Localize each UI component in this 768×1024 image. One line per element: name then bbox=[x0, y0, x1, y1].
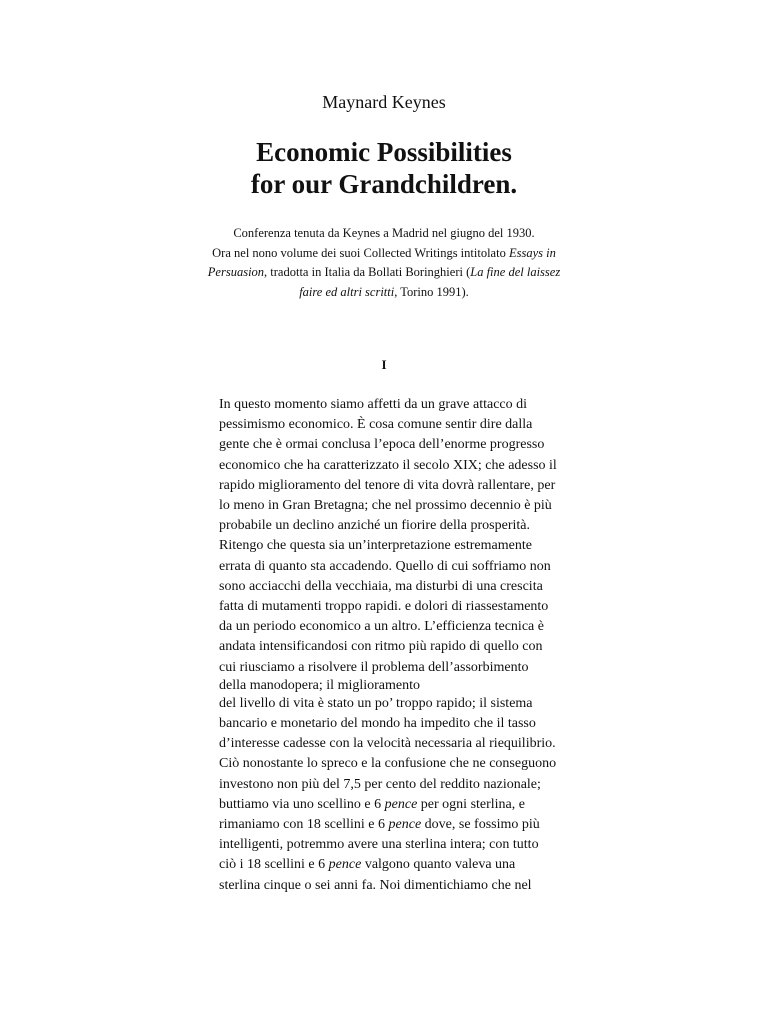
intro-line-4 bbox=[204, 283, 564, 303]
body-line: della manodopera; il miglioramento bbox=[219, 677, 420, 693]
body-text-run: rimaniamo con 18 scellini e 6 bbox=[219, 817, 389, 833]
intro-text: Ora nel nono volume dei suoi Collected Writings intitolato bbox=[212, 245, 509, 260]
body-text-run: valgono quanto valeva una bbox=[361, 857, 516, 873]
intro-note bbox=[204, 224, 564, 302]
intro-line-2 bbox=[204, 244, 564, 264]
body-line: Ritengo che questa sia un’interpretazione estremamente bbox=[219, 538, 532, 554]
intro-text: , tradotta in Italia da Bollati Boringhieri ( bbox=[264, 265, 471, 279]
body-text-run: dove, se fossimo più bbox=[421, 817, 540, 833]
body-line: lo meno in Gran Bretagna; che nel prossimo decennio è più bbox=[219, 498, 552, 514]
author-name: Maynard Keynes bbox=[322, 92, 446, 112]
body-italic-run: pence bbox=[388, 817, 422, 833]
intro-italic-text: faire ed altri scritti bbox=[299, 284, 395, 299]
body-paragraph bbox=[219, 395, 599, 896]
body-line: Ciò nonostante lo spreco e la confusione che ne conseguono bbox=[219, 756, 557, 772]
body-line: d’interesse cadesse con la velocità necessaria al riequilibrio. bbox=[219, 736, 556, 752]
body-text-run: per ogni sterlina, e bbox=[417, 796, 525, 812]
title-line-2: for our Grandchildren. bbox=[250, 169, 518, 199]
body-text-run: ciò i 18 scellini e 6 bbox=[219, 857, 329, 873]
body-line: pessimismo economico. È cosa comune sentir dire dalla bbox=[219, 417, 533, 433]
body-line bbox=[219, 815, 599, 835]
body-line: fatta di mutamenti troppo rapidi. e dolori di riassestamento bbox=[219, 599, 549, 615]
body-text-run: buttiamo via uno scellino e 6 bbox=[219, 796, 385, 812]
document-title bbox=[0, 136, 768, 200]
body-italic-run: pence bbox=[384, 796, 418, 812]
title-line-1: Economic Possibilities bbox=[256, 137, 512, 167]
body-line: probabile un declino anziché un fiorire della prosperità. bbox=[219, 518, 530, 534]
intro-italic-text: La fine del laissez bbox=[470, 265, 561, 279]
body-line: cui riusciamo a risolvere il problema dell’assorbimento bbox=[219, 659, 529, 675]
body-line: errata di quanto sta accadendo. Quello di cui soffriamo non bbox=[219, 558, 551, 574]
section-heading: I bbox=[381, 357, 387, 372]
body-line bbox=[219, 855, 599, 875]
intro-text: , Torino 1991). bbox=[394, 284, 469, 299]
body-line: sono acciacchi della vecchiaia, ma disturbi di una crescita bbox=[219, 578, 543, 594]
body-line: rapido miglioramento del tenore di vita dovrà rallentare, per bbox=[219, 477, 556, 493]
intro-italic-text: Persuasion bbox=[207, 265, 265, 279]
intro-italic-text: Essays in bbox=[508, 245, 556, 260]
body-line: sterlina cinque o sei anni fa. Noi dimentichiamo che nel bbox=[219, 877, 532, 893]
intro-line-3 bbox=[204, 263, 564, 283]
body-line: del livello di vita è stato un po’ troppo rapido; il sistema bbox=[219, 695, 533, 711]
body-italic-run: pence bbox=[328, 857, 362, 873]
body-line: intelligenti, potremmo avere una sterlina intera; con tutto bbox=[219, 837, 539, 853]
body-line: In questo momento siamo affetti da un grave attacco di bbox=[219, 397, 528, 412]
body-line: gente che è ormai conclusa l’epoca dell’enorme progresso bbox=[219, 437, 545, 453]
body-line bbox=[219, 795, 599, 815]
body-line: investono non più del 7,5 per cento del reddito nazionale; bbox=[219, 776, 541, 792]
body-line: andata intensificandosi con ritmo più rapido di quello con bbox=[219, 639, 543, 655]
intro-line-1: Conferenza tenuta da Keynes a Madrid nel giugno del 1930. bbox=[233, 226, 535, 240]
body-line: bancario e monetario del mondo ha impedito che il tasso bbox=[219, 716, 536, 732]
body-line: economico che ha caratterizzato il secolo XIX; che adesso il bbox=[219, 457, 557, 473]
body-line: da un periodo economico a un altro. L’efficienza tecnica è bbox=[219, 619, 544, 635]
